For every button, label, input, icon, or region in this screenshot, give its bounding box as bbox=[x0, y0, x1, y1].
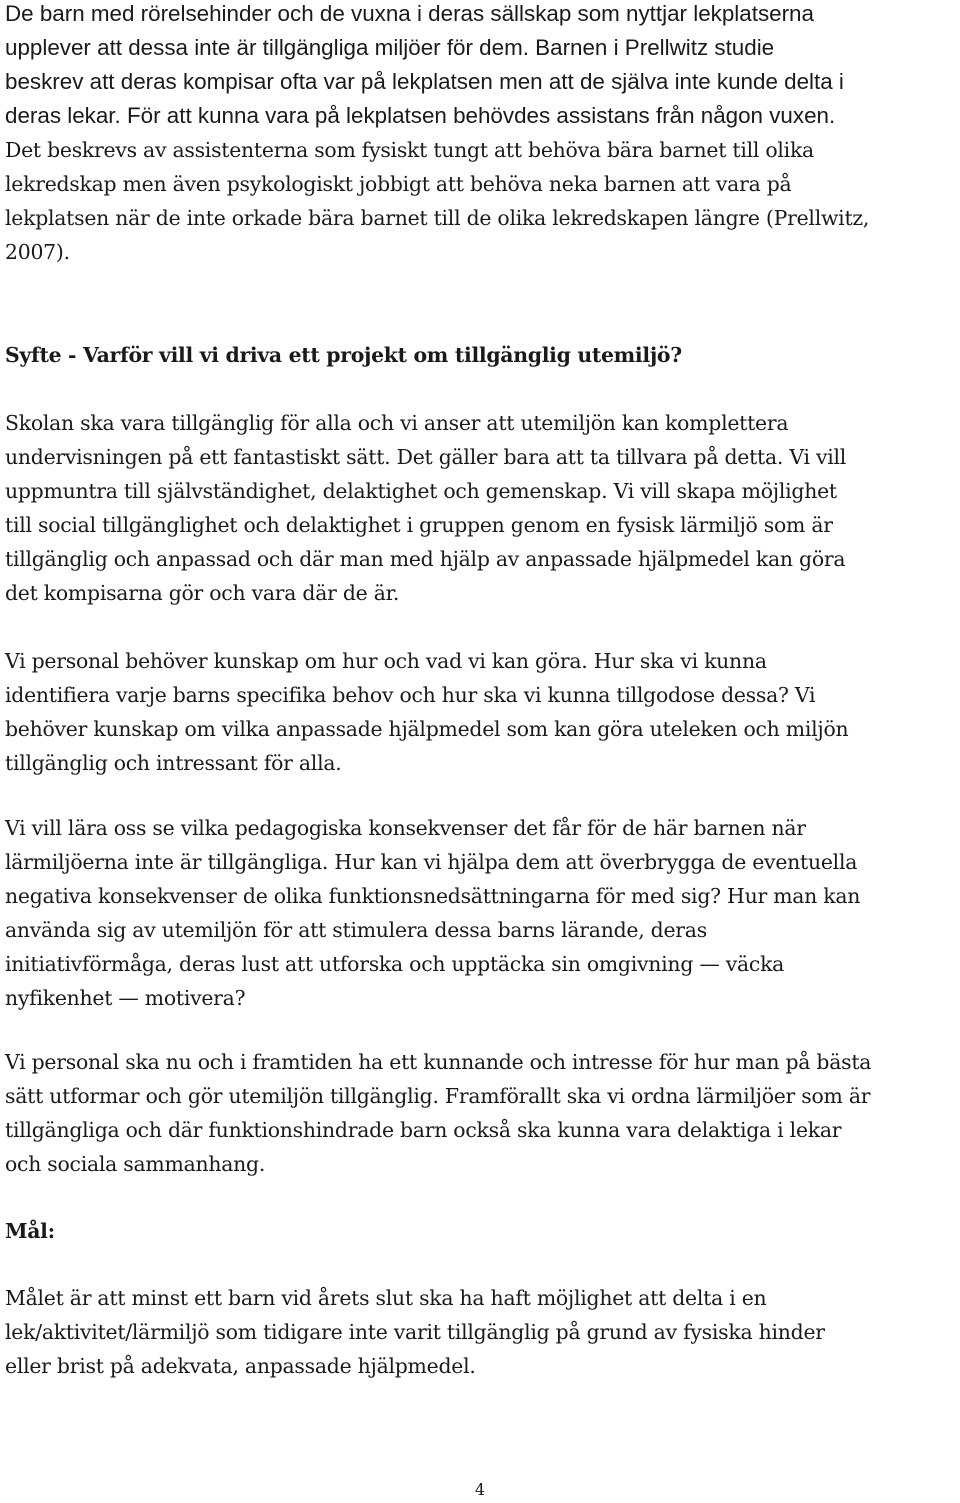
text-line: uppmuntra till självständighet, delaktighet och gemenskap. Vi vill skapa möjlighet bbox=[5, 479, 837, 503]
paragraph-malet bbox=[5, 1281, 825, 1383]
paragraph-personal bbox=[5, 644, 848, 780]
section-heading-syfte: Syfte - Varför vill vi driva ett projekt om tillgänglig utemiljö? bbox=[5, 343, 682, 367]
text-line: deras lekar. För att kunna vara på lekplatsen behövdes assistans från någon vuxen. bbox=[5, 103, 836, 128]
text-line: lek/aktivitet/lärmiljö som tidigare inte varit tillgänglig på grund av fysiska hinder bbox=[5, 1320, 825, 1344]
text-line: Det beskrevs av assistenterna som fysiskt tungt att behöva bära barnet till olika bbox=[5, 138, 814, 162]
text-line: De barn med rörelsehinder och de vuxna i deras sällskap som nyttjar lekplatserna bbox=[5, 1, 814, 26]
intro-paragraph bbox=[5, 0, 869, 269]
text-line: och sociala sammanhang. bbox=[5, 1152, 266, 1176]
text-line: lekredskap men även psykologiskt jobbigt att behöva neka barnen att vara på bbox=[5, 172, 792, 196]
text-line: behöver kunskap om vilka anpassade hjälpmedel som kan göra uteleken och miljön bbox=[5, 717, 849, 741]
text-line: det kompisarna gör och vara där de är. bbox=[5, 581, 400, 605]
text-line: identifiera varje barns specifika behov och hur ska vi kunna tillgodose dessa? Vi bbox=[5, 683, 816, 707]
text-line: Vi personal behöver kunskap om hur och vad vi kan göra. Hur ska vi kunna bbox=[5, 649, 767, 673]
text-line: lekplatsen när de inte orkade bära barnet till de olika lekredskapen längre (Prellwitz, bbox=[5, 206, 870, 230]
text-line: använda sig av utemiljön för att stimulera dessa barns lärande, deras bbox=[5, 918, 707, 942]
text-line: nyfikenhet — motivera? bbox=[5, 986, 246, 1010]
text-line: undervisningen på ett fantastiskt sätt. Det gäller bara att ta tillvara på detta. Vi vill bbox=[5, 445, 847, 469]
text-line: 2007). bbox=[5, 240, 70, 264]
text-line: lärmiljöerna inte är tillgängliga. Hur kan vi hjälpa dem att överbrygga de eventuella bbox=[5, 850, 858, 874]
text-line: till social tillgänglighet och delaktighet i gruppen genom en fysisk lärmiljö som är bbox=[5, 513, 833, 537]
paragraph-framtiden bbox=[5, 1045, 871, 1181]
text-line: tillgänglig och intressant för alla. bbox=[5, 751, 342, 775]
text-line: eller brist på adekvata, anpassade hjälpmedel. bbox=[5, 1354, 476, 1378]
text-line: tillgänglig och anpassad och där man med hjälp av anpassade hjälpmedel kan göra bbox=[5, 547, 846, 571]
text-line: Vi personal ska nu och i framtiden ha ett kunnande och intresse för hur man på bästa bbox=[5, 1050, 872, 1074]
paragraph-lara bbox=[5, 811, 860, 1015]
section-heading-mal: Mål: bbox=[5, 1219, 55, 1243]
text-line: Vi vill lära oss se vilka pedagogiska konsekvenser det får för de här barnen när bbox=[5, 816, 806, 840]
text-line: Målet är att minst ett barn vid årets slut ska ha haft möjlighet att delta i en bbox=[5, 1286, 767, 1310]
text-line: tillgängliga och där funktionshindrade barn också ska kunna vara delaktiga i lekar bbox=[5, 1118, 842, 1142]
text-line: Skolan ska vara tillgänglig för alla och vi anser att utemiljön kan komplettera bbox=[5, 411, 789, 435]
text-line: beskrev att deras kompisar ofta var på lekplatsen men att de själva inte kunde delta i bbox=[5, 69, 844, 94]
page-number: 4 bbox=[474, 1480, 486, 1499]
text-line: initiativförmåga, deras lust att utforska och upptäcka sin omgivning — väcka bbox=[5, 952, 785, 976]
paragraph-skolan bbox=[5, 406, 846, 610]
text-line: negativa konsekvenser de olika funktionsnedsättningarna för med sig? Hur man kan bbox=[5, 884, 861, 908]
text-line: upplever att dessa inte är tillgängliga miljöer för dem. Barnen i Prellwitz studie bbox=[5, 35, 775, 60]
text-line: sätt utformar och gör utemiljön tillgänglig. Framförallt ska vi ordna lärmiljöer som är bbox=[5, 1084, 871, 1108]
